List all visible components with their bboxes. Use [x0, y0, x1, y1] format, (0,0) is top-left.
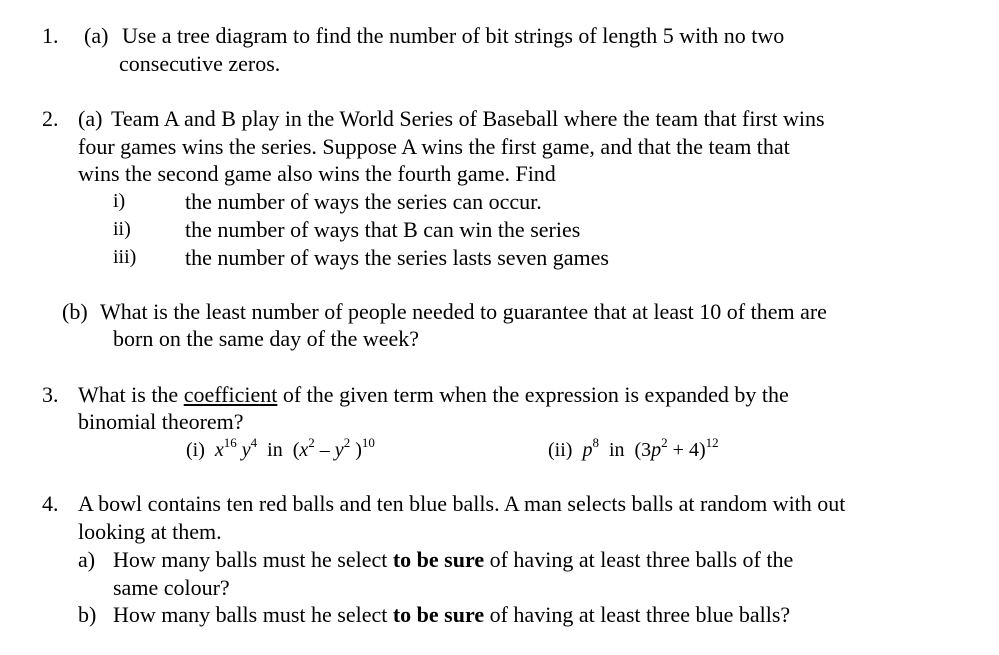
math-exponent: 10: [361, 435, 375, 450]
part-label: (i): [186, 439, 205, 461]
question-text-line: wins the second game also wins the fourth game. Find: [78, 161, 556, 186]
part-label: (b): [62, 299, 88, 324]
math-word: in: [608, 439, 625, 461]
math-var: x: [299, 439, 309, 461]
text-run: What is the: [78, 382, 184, 407]
question-text-line: same colour?: [113, 575, 230, 600]
math-exponent: 2: [308, 435, 315, 450]
roman-label: i): [113, 190, 126, 212]
sub-item-text: the number of ways that B can win the series: [185, 217, 581, 242]
math-paren: (: [292, 439, 300, 461]
roman-label: iii): [113, 246, 137, 268]
question-text-line: What is the least number of people needed to guarantee that at least 10 of them are: [100, 299, 827, 324]
text-run: of the given term when the expression is expanded by the: [277, 382, 789, 407]
question-number: 4.: [42, 491, 59, 516]
part-label: b): [78, 602, 97, 627]
text-run: of having at least three balls of the: [484, 547, 794, 572]
question-text-line: binomial theorem?: [78, 409, 244, 434]
math-word: in: [267, 439, 283, 461]
text-run: of having at least three blue balls?: [484, 602, 791, 627]
question-text-line: [113, 549, 793, 571]
math-exponent: 16: [223, 435, 237, 450]
math-paren: (3: [634, 439, 652, 461]
math-var: x: [214, 439, 224, 461]
part-label: (a): [78, 106, 103, 131]
question-text-line: A bowl contains ten red balls and ten blue balls. A man selects balls at random with out: [78, 491, 846, 516]
math-var: y: [334, 439, 344, 461]
math-exponent: 2: [661, 435, 668, 450]
question-number: 1.: [42, 23, 59, 48]
question-text-line: consecutive zeros.: [119, 51, 281, 76]
underlined-keyword: coefficient: [183, 382, 278, 407]
part-label: a): [78, 547, 96, 572]
question-number: 3.: [42, 382, 59, 407]
question-number: 2.: [42, 106, 59, 131]
expression-ii: [548, 435, 719, 461]
math-var: p: [651, 439, 662, 461]
math-operator: –: [314, 439, 335, 461]
math-var: y: [241, 439, 251, 461]
question-text-line: looking at them.: [78, 519, 222, 544]
math-paren: + 4): [667, 439, 706, 461]
math-exponent: 2: [343, 435, 351, 450]
question-text-line: four games wins the series. Suppose A wins the first game, and that the team that: [78, 134, 790, 159]
question-text-line: Use a tree diagram to find the number of bit strings of length 5 with no two: [122, 23, 785, 48]
emphasis-text: to be sure: [392, 602, 485, 627]
question-text-line: Team A and B play in the World Series of Baseball where the team that first wins: [111, 106, 825, 131]
question-text-line: [113, 604, 790, 626]
text-run: How many balls must he select: [113, 602, 393, 627]
sub-item-text: the number of ways the series can occur.: [185, 189, 542, 214]
question-text-line: [78, 384, 789, 406]
question-text-line: born on the same day of the week?: [113, 326, 420, 351]
math-var: p: [582, 439, 593, 461]
math-exponent: 12: [705, 435, 719, 450]
math-paren: ): [350, 439, 362, 461]
part-label: (ii): [548, 439, 573, 461]
math-exponent: 8: [592, 435, 599, 450]
expression-i: [186, 435, 375, 461]
roman-label: ii): [113, 218, 131, 240]
math-exponent: 4: [250, 435, 258, 450]
part-label: (a): [84, 23, 109, 48]
emphasis-text: to be sure: [392, 547, 485, 572]
text-run: How many balls must he select: [113, 547, 393, 572]
sub-item-text: the number of ways the series lasts seven games: [185, 245, 609, 270]
